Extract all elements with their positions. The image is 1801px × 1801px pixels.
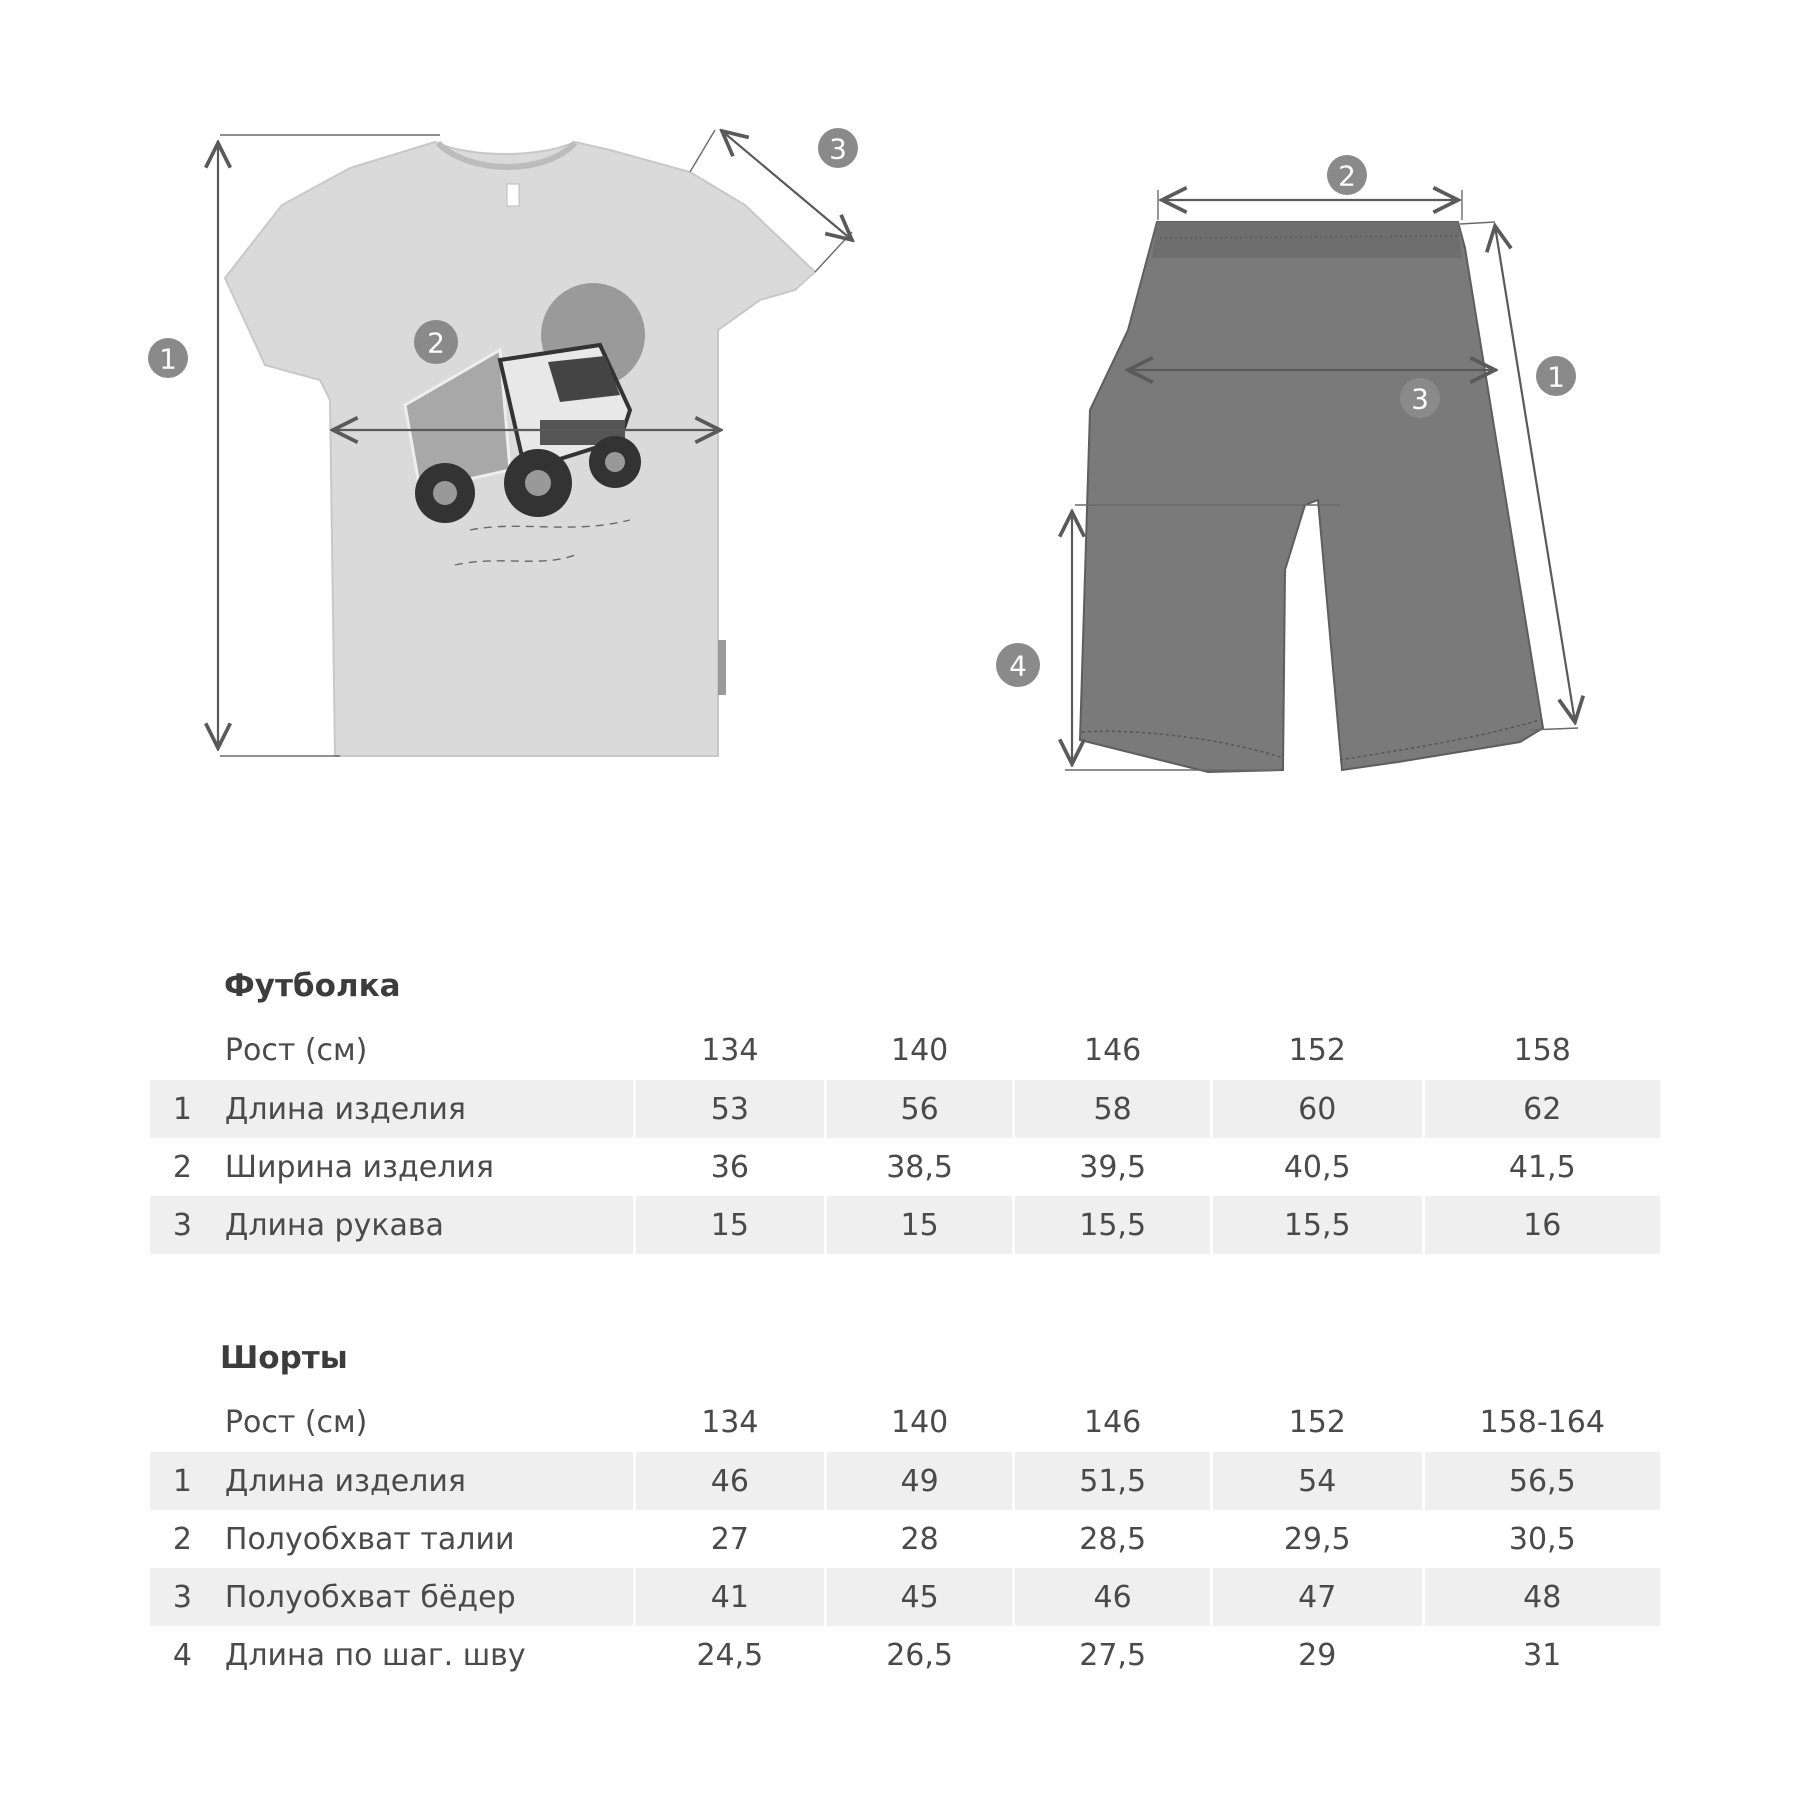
table-row (150, 1196, 1660, 1254)
tshirt-marker-3 (818, 128, 858, 168)
tshirt-marker-2 (414, 320, 458, 364)
row-label: Длина изделия (215, 1080, 633, 1138)
table-row (150, 1626, 1660, 1684)
row-number: 2 (172, 1149, 192, 1185)
table-cell: 36 (633, 1138, 824, 1196)
row-number: 3 (150, 1196, 215, 1254)
table-row (150, 1568, 1660, 1626)
size-header: 140 (890, 1032, 949, 1068)
row-label: Полуобхват талии (224, 1521, 515, 1557)
row-label: Длина рукава (215, 1196, 633, 1254)
table-cell: 45 (824, 1568, 1012, 1626)
table-cell: 53 (633, 1080, 824, 1138)
shorts-marker-1 (1536, 356, 1576, 396)
svg-text:3: 3 (829, 132, 847, 166)
table-cell: 48 (1422, 1568, 1660, 1626)
row-number: 3 (150, 1568, 215, 1626)
table-cell: 27 (633, 1510, 824, 1568)
size-header: 146 (1084, 1404, 1142, 1440)
table-header-row (150, 1392, 1660, 1452)
size-header: 134 (701, 1404, 759, 1440)
header-label: Рост (см) (224, 1404, 368, 1440)
garment-illustration (0, 0, 1801, 860)
row-number: 2 (172, 1521, 192, 1557)
size-header: 158 (1513, 1032, 1571, 1068)
table-cell: 58 (1012, 1080, 1210, 1138)
table-cell: 15,5 (1012, 1196, 1210, 1254)
table-cell: 46 (1012, 1568, 1210, 1626)
table-cell: 60 (1210, 1080, 1422, 1138)
tshirt-marker-1 (148, 338, 188, 378)
size-header: 158-164 (1479, 1404, 1605, 1440)
table-cell: 47 (1210, 1568, 1422, 1626)
table-cell: 15,5 (1210, 1196, 1422, 1254)
table-cell: 62 (1422, 1080, 1660, 1138)
shorts-marker-4 (996, 643, 1040, 687)
row-number: 4 (172, 1637, 192, 1673)
shorts-table-title: Шорты (220, 1340, 348, 1376)
table-cell: 49 (824, 1452, 1012, 1510)
table-row (150, 1138, 1660, 1196)
svg-text:4: 4 (1009, 649, 1027, 683)
table-cell: 41 (633, 1568, 824, 1626)
table-row (150, 1080, 1660, 1138)
tshirt-size-table (150, 1020, 1660, 1254)
size-header: 134 (701, 1032, 759, 1068)
table-cell: 54 (1210, 1452, 1422, 1510)
size-header: 152 (1288, 1032, 1346, 1068)
table-cell: 30,5 (1422, 1510, 1660, 1568)
row-label: Ширина изделия (224, 1149, 494, 1185)
svg-text:1: 1 (159, 342, 177, 376)
table-cell: 28 (824, 1510, 1012, 1568)
table-cell: 40,5 (1210, 1138, 1422, 1196)
svg-text:3: 3 (1411, 382, 1429, 416)
tshirt-drawing (148, 128, 858, 756)
table-cell: 41,5 (1422, 1138, 1660, 1196)
size-header: 146 (1084, 1032, 1142, 1068)
table-cell: 15 (824, 1196, 1012, 1254)
row-number: 1 (150, 1452, 215, 1510)
table-cell: 27,5 (1012, 1626, 1210, 1684)
shorts-size-table (150, 1392, 1660, 1684)
table-cell: 56 (824, 1080, 1012, 1138)
svg-text:2: 2 (1338, 159, 1356, 193)
table-cell: 31 (1422, 1626, 1660, 1684)
table-cell: 39,5 (1012, 1138, 1210, 1196)
table-cell: 16 (1422, 1196, 1660, 1254)
table-cell: 24,5 (633, 1626, 824, 1684)
size-header: 152 (1288, 1404, 1346, 1440)
table-row (150, 1510, 1660, 1568)
shorts-marker-3 (1400, 378, 1440, 418)
svg-text:1: 1 (1547, 360, 1565, 394)
row-label: Длина по шаг. шву (224, 1637, 526, 1673)
row-label: Длина изделия (215, 1452, 633, 1510)
table-row (150, 1452, 1660, 1510)
row-label: Полуобхват бёдер (215, 1568, 633, 1626)
shorts-drawing (996, 155, 1578, 772)
table-cell: 28,5 (1012, 1510, 1210, 1568)
row-number: 1 (150, 1080, 215, 1138)
table-cell: 15 (633, 1196, 824, 1254)
table-cell: 56,5 (1422, 1452, 1660, 1510)
table-cell: 46 (633, 1452, 824, 1510)
table-cell: 29 (1210, 1626, 1422, 1684)
header-label: Рост (см) (224, 1032, 368, 1068)
size-header: 140 (890, 1404, 949, 1440)
svg-text:2: 2 (427, 326, 445, 360)
table-header-row (150, 1020, 1660, 1080)
table-cell: 51,5 (1012, 1452, 1210, 1510)
table-cell: 26,5 (824, 1626, 1012, 1684)
tshirt-table-title: Футболка (224, 968, 401, 1004)
shorts-marker-2 (1327, 155, 1367, 195)
table-cell: 29,5 (1210, 1510, 1422, 1568)
table-cell: 38,5 (824, 1138, 1012, 1196)
